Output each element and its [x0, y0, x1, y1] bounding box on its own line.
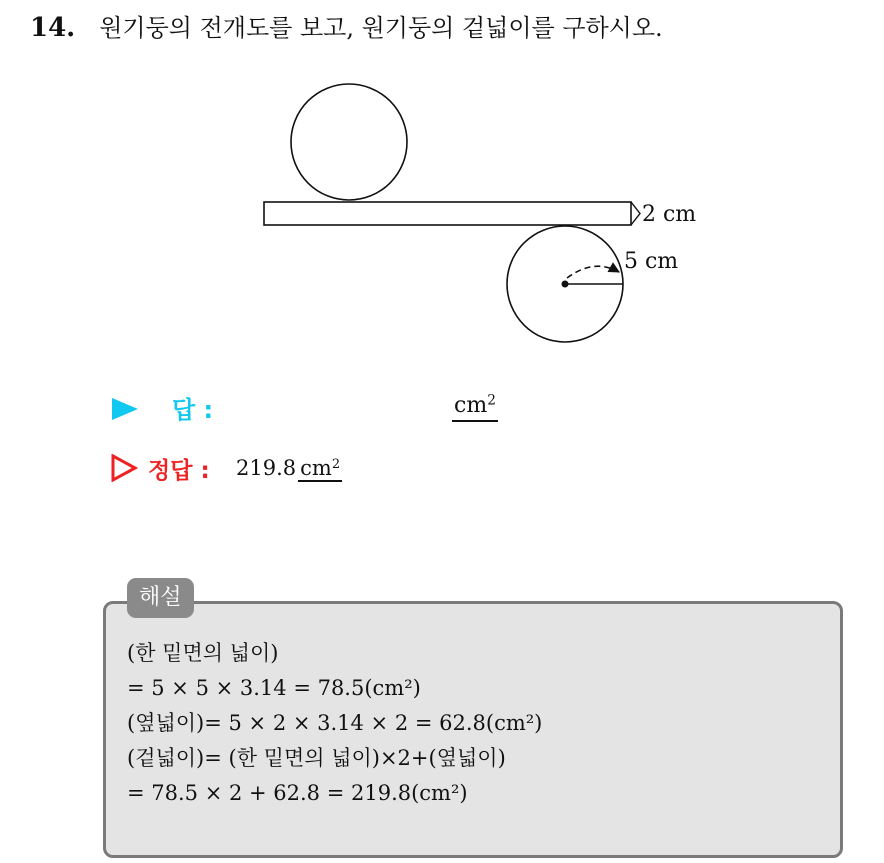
solution-line: = 78.5 × 2 + 62.8 = 219.8(cm²): [127, 781, 468, 805]
correct-answer-value: 219.8: [236, 456, 297, 480]
correct-answer-unit-wrap: [298, 456, 342, 482]
outline-triangle-icon: [110, 454, 138, 482]
correct-answer-row: [110, 450, 530, 490]
solution-lines: [127, 636, 542, 811]
radius-dashed-arc: [567, 266, 619, 278]
lateral-rectangle: [264, 202, 631, 225]
radius-label: 5 cm: [624, 249, 679, 274]
solution-line: = 5 × 5 × 3.14 = 78.5(cm²): [127, 676, 421, 700]
width-label: 2 cm: [642, 202, 697, 227]
solution-tab: 해설: [127, 578, 194, 618]
cylinder-net-figure: [250, 78, 720, 353]
solution-line: (옆넓이)= 5 × 2 × 3.14 × 2 = 62.8(cm²): [127, 711, 543, 735]
question: [30, 12, 663, 44]
answer-unit-exponent: 2: [487, 392, 496, 409]
solution-line: (한 밑면의 넓이): [127, 641, 279, 665]
width-bracket: [631, 202, 640, 225]
answer-unit: cm: [454, 393, 488, 418]
question-text: 원기둥의 전개도를 보고, 원기둥의 겉넓이를 구하시오.: [99, 14, 663, 42]
solution-line: (겉넓이)= (한 밑면의 넓이)×2+(옆넓이): [127, 746, 506, 770]
correct-answer-unit-exponent: 2: [331, 456, 341, 472]
question-number: 14.: [30, 13, 76, 43]
top-base-circle: [291, 84, 407, 200]
correct-answer-label: 정답 :: [148, 458, 210, 484]
answer-label: 답 :: [172, 396, 214, 424]
answer-row: [110, 388, 530, 428]
answer-unit-blank[interactable]: [452, 392, 498, 422]
play-triangle-icon: [112, 398, 138, 420]
correct-answer-unit: cm: [300, 456, 332, 480]
correct-answer: [236, 454, 342, 482]
